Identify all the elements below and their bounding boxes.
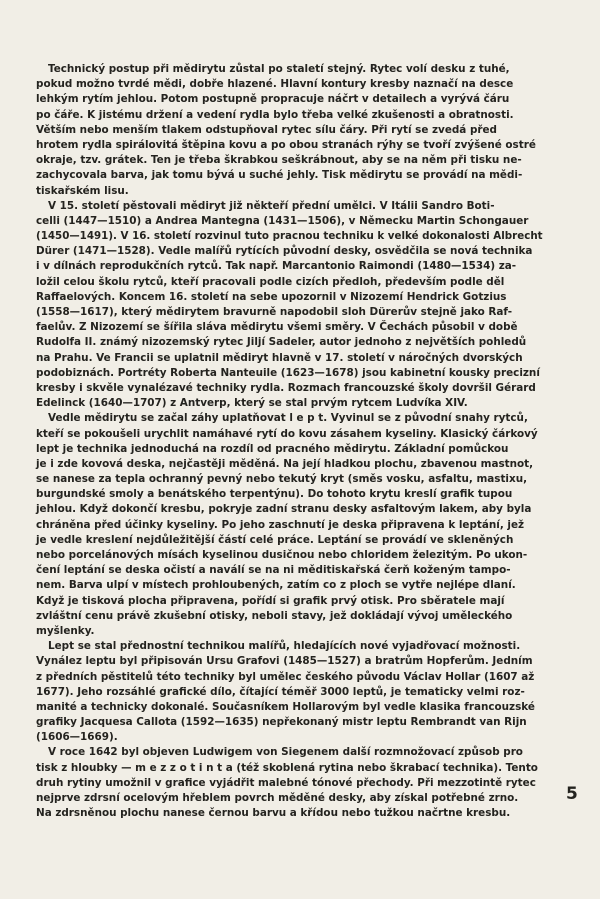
text-line: Raffaelových. Koncem 16. století na sebe upozornil v Nizozemí Hendrick Gotzius <box>36 290 507 303</box>
text-line: tisk z hloubky — m e z z o t i n t a (též skoblená rytina nebo škrabací technika). Tento <box>36 761 538 774</box>
text-line: tiskařském lisu. <box>36 184 129 197</box>
text-line: okraje, tzv. grátek. Ten je třeba škrabkou seškrábnout, aby se na něm při tisku ne- <box>36 154 522 167</box>
text-line: Na zdrsněnou plochu nanese černou barvu a křídou nebo tužkou načrtne kresbu. <box>36 807 511 820</box>
text-line: nem. Barva ulpí v místech prohloubených, zatím co z ploch se vytře nejlépe dlaní. <box>36 579 516 592</box>
text-line: hrotem rydla spirálovitá štěpina kovu a po obou stranách rýhy se tvoří zvýšené ostré <box>36 138 536 151</box>
text-line: Když je tisková plocha připravena, pořídí si grafik prvý otisk. Pro sběratele mají <box>36 594 505 607</box>
page-number: 5 <box>566 784 578 804</box>
text-line: se nanese za tepla ochranný pevný nebo tekutý kryt (směs vosku, asfaltu, mastixu, <box>36 473 528 486</box>
text-line: Technický postup při mědirytu zůstal po staletí stejný. Rytec volí desku z tuhé, <box>48 63 510 75</box>
text-line: Vynález leptu byl připisován Ursu Grafovi (1485—1527) a bratrům Hopferům. Jedním <box>36 655 533 668</box>
text-line: je i zde kovová deska, nejčastěji měděná. Na její hladkou plochu, zbavenou mastnot, <box>36 457 534 470</box>
text-line: na Prahu. Ve Francii se uplatnil mědiryt hlavně v 17. století v náročných dvorských <box>36 351 523 364</box>
text-line: (1450—1491). V 16. století rozvinul tuto pracnou techniku k velké dokonalosti Albrecht <box>36 230 543 243</box>
text-line: jehlou. Když dokončí kresbu, pokryje zadní stranu desky asfaltovým lakem, aby byla <box>36 503 532 516</box>
text-line: (1606—1669). <box>36 731 118 744</box>
text-line: zachycovala barva, jak tomu bývá u suché jehly. Tisk mědirytu se provádí na mědi- <box>36 169 523 182</box>
text-line: V 15. století pěstovali mědiryt již někteří přední umělci. V Itálii Sandro Boti- <box>48 199 495 212</box>
text-line: Edelinck (1640—1707) z Antverp, který se stal prvým rytcem Ludvíka XIV. <box>36 397 468 410</box>
text-line: zvláštní cenu právě zkušební otisky, neboli stavy, jež dokládají vývoj uměleckého <box>36 609 513 622</box>
text-line: myšlenky. <box>36 624 95 637</box>
text-line: faelův. Z Nizozemí se šířila sláva mědirytu všemi směry. V Čechách působil v době <box>36 321 518 334</box>
text-line: celli (1447—1510) a Andrea Mantegna (1431—1506), v Německu Martin Schongauer <box>36 214 529 227</box>
text-line: podobiznách. Portréty Roberta Nanteuile (1623—1678) jsou kabinetní kousky precizní <box>36 366 540 379</box>
text-line: i v dílnách reprodukčních rytců. Tak např. Marcantonio Raimondi (1480—1534) za- <box>36 260 517 273</box>
text-line: manité a technicky dokonalé. Současníkem Hollarovým byl vedle klasika francouzské <box>36 700 535 713</box>
text-line: Dürer (1471—1528). Vedle malířů rytících původní desky, osvědčila se nová technika <box>36 245 533 258</box>
text-line: 1677). Jeho rozsáhlé grafické dílo, čítající téměř 3000 leptů, je tematicky velmi roz- <box>36 685 525 698</box>
text-line: Lept se stal přednostní technikou malířů, hledajících nové vyjadřovací možnosti. <box>48 640 521 653</box>
text-line: (1558—1617), který mědirytem bravurně napodobil sloh Dürerův stejně jako Raf- <box>36 306 513 318</box>
text-line: pokud možno tvrdé mědi, dobře hlazené. Hlavní kontury kresby naznačí na desce <box>36 78 514 91</box>
text-line: V roce 1642 byl objeven Ludwigem von Siegenem další rozmnožovací způsob pro <box>48 746 523 759</box>
text-line: nejprve zdrsní ocelovým hřeblem povrch měděné desky, aby získal potřebné zrno. <box>36 792 519 804</box>
text-line: z předních pěstitelů této techniky byl umělec českého původu Václav Hollar (1607 až <box>36 670 535 683</box>
text-line: Rudolfa II. známý nizozemský rytec Jiljí Sadeler, autor jednoho z největších pohledů <box>36 336 527 349</box>
text-line: kresby i skvěle vynalézavé techniky rydla. Rozmach francouzské školy dovršil Gérard <box>36 381 536 394</box>
text-line: Větším nebo menším tlakem odstupňoval rytec sílu čáry. Při rytí se zvedá před <box>36 123 497 136</box>
text-line: po čáře. K jistému držení a vedení rydla bylo třeba velké zkušenosti a obratnosti. <box>36 108 514 121</box>
text-line: Vedle mědirytu se začal záhy uplatňovat l e p t. Vyvinul se z původní snahy rytců, <box>48 412 528 425</box>
text-line: chráněna před účinky kyseliny. Po jeho zaschnutí je deska připravena k leptání, jež <box>36 518 525 531</box>
text-line: je vedle kreslení nejdůležitější částí celé práce. Leptání se provádí ve skleněných <box>36 533 514 546</box>
text-line: čení leptání se deska očistí a naválí se na ni měditiskařská čerň koženým tampo- <box>36 564 511 577</box>
text-line: nebo porcelánových mísách kyselinou dusičnou nebo chloridem železitým. Po ukon- <box>36 549 528 561</box>
text-line: ložil celou školu rytců, kteří pracovali podle cizích předloh, především podle děl <box>36 275 505 288</box>
text-line: kteří se pokoušeli urychlit namáhavé rytí do kovu zásahem kyseliny. Klasický čárkový <box>36 427 538 440</box>
text-line: burgundské smoly a benátského terpentýnu). Do tohoto krytu kreslí grafik tupou <box>36 488 513 501</box>
body-text <box>36 62 542 821</box>
text-line: lept je technika jednoduchá na rozdíl od pracného mědirytu. Základní pomůckou <box>36 442 509 455</box>
text-line: lehkým rytím jehlou. Potom postupně propracuje náčrt v detailech a vyrývá čáru <box>36 93 510 106</box>
text-line: grafiky Jacquesa Callota (1592—1635) nepřekonaný mistr leptu Rembrandt van Rijn <box>36 716 527 729</box>
text-line: druh rytiny umožnil v grafice vyjádřit malebné tónové přechody. Při mezzotintě rytec <box>36 776 536 789</box>
